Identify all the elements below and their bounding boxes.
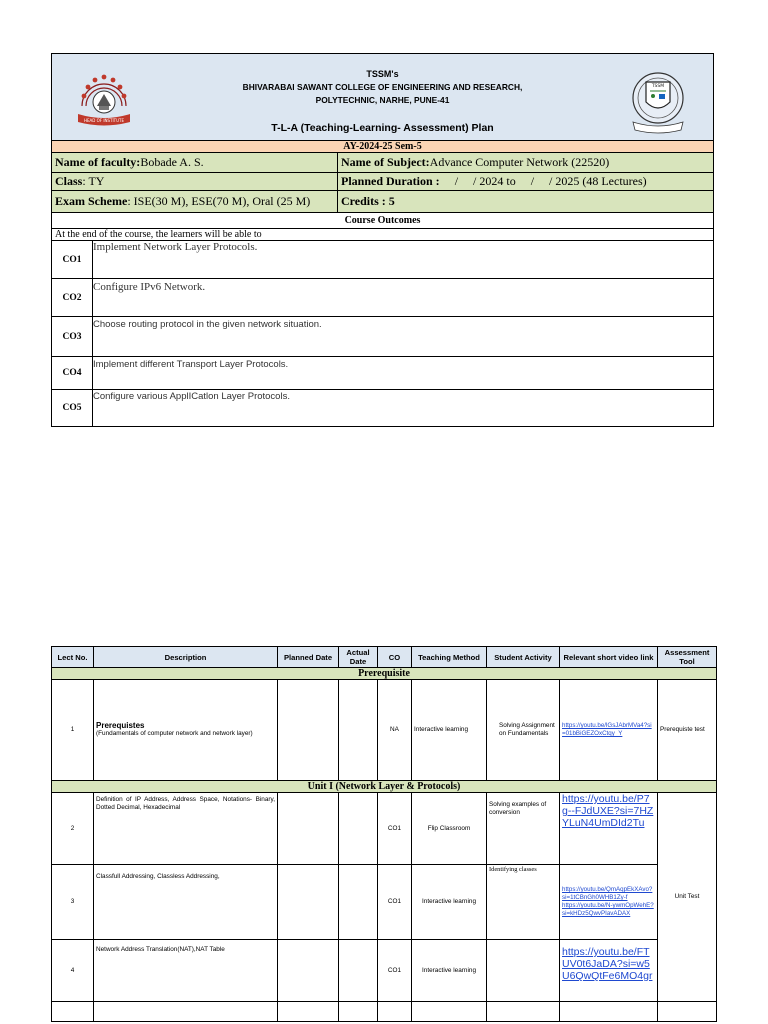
lecture-number: 3 xyxy=(52,865,94,940)
left-logo-banner-text: HEAD OF INSTITUTE xyxy=(83,118,125,123)
description-text: Classfull Addressing, Classless Addressing, xyxy=(94,865,278,940)
section-row-prerequisite xyxy=(52,668,717,680)
co-row xyxy=(51,241,714,279)
credits-cell xyxy=(337,191,395,212)
actual-date[interactable] xyxy=(339,865,378,940)
lesson-plan-table xyxy=(51,646,717,1022)
header-text xyxy=(52,68,713,107)
course-outcomes-heading: Course Outcomes xyxy=(51,213,714,229)
course-outcomes-intro: At the end of the course, the learners will be able to xyxy=(51,229,714,241)
credits-label: Credits : 5 xyxy=(341,194,395,208)
section-title: Unit I (Network Layer & Protocols) xyxy=(52,781,717,793)
subject-label: Name of Subject: xyxy=(341,155,430,169)
lecture-number: 1 xyxy=(52,680,94,781)
table-row xyxy=(52,680,717,781)
table-row xyxy=(52,865,717,940)
teaching-method: Interactive learning xyxy=(412,940,487,1002)
video-link-cell xyxy=(560,680,658,781)
planned-date[interactable] xyxy=(278,865,339,940)
org-name: TSSM's xyxy=(366,69,399,79)
college-name: BHIVARABAI SAWANT COLLEGE OF ENGINEERING AND RESEARCH, xyxy=(242,82,523,92)
description-text: (Fundamentals of computer network and network layer) xyxy=(96,730,253,737)
col-header: Planned Date xyxy=(278,647,339,668)
info-row-exam-credits xyxy=(51,191,714,213)
college-address: POLYTECHNIC, NARHE, PUNE-41 xyxy=(315,95,450,105)
table-row-partial xyxy=(52,1002,717,1022)
video-link-cell xyxy=(560,940,658,1002)
col-header: Student Activity xyxy=(487,647,560,668)
teaching-method: Flip Classroom xyxy=(412,793,487,865)
co-text: Configure IPv6 Network. xyxy=(93,281,206,293)
co-text: Implement Network Layer Protocols. xyxy=(93,241,258,253)
actual-date[interactable] xyxy=(339,680,378,781)
co-id: CO2 xyxy=(52,279,93,316)
class-value: : TY xyxy=(82,174,105,188)
video-link-cell xyxy=(560,865,658,940)
col-header: Lect No. xyxy=(52,647,94,668)
video-link-cell xyxy=(560,793,658,865)
co-text: Configure various ApplICatlon Layer Protocols. xyxy=(93,391,290,402)
co-id: CO4 xyxy=(52,357,93,389)
info-row-faculty-subject xyxy=(51,153,714,173)
description-text: Network Address Translation(NAT),NAT Table xyxy=(94,940,278,1002)
actual-date[interactable] xyxy=(339,793,378,865)
teaching-method: Interactive learning xyxy=(412,680,487,781)
description-cell xyxy=(94,680,278,781)
class-cell xyxy=(52,173,104,190)
co-text: Choose routing protocol in the given network situation. xyxy=(93,319,322,330)
co-id: CO5 xyxy=(52,390,93,426)
col-header: Assessment Tool xyxy=(658,647,717,668)
academic-year: AY-2024-25 Sem-5 xyxy=(51,141,714,153)
duration-value: / / 2024 to / / 2025 (48 Lectures) xyxy=(439,174,647,188)
tssm-shield-logo xyxy=(623,64,693,136)
faculty-cell xyxy=(52,153,204,172)
co-row xyxy=(51,317,714,357)
planned-date[interactable] xyxy=(278,793,339,865)
info-row-class-duration xyxy=(51,173,714,191)
co-code: CO1 xyxy=(378,793,412,865)
video-link[interactable]: https://youtu.be/N-ywmOpWehE?si=kHDz5QwvPIavADAX xyxy=(562,902,654,917)
lecture-number: 2 xyxy=(52,793,94,865)
actual-date[interactable] xyxy=(339,940,378,1002)
col-header: Actual Date xyxy=(339,647,378,668)
section-row-unit-1 xyxy=(52,781,717,793)
col-header: Relevant short video link xyxy=(560,647,658,668)
planned-date[interactable] xyxy=(278,940,339,1002)
class-label: Class xyxy=(55,174,83,188)
video-link[interactable]: https://youtu.be/P7g--FJdUXE?si=7HZYLuN4UmDId2Tu xyxy=(562,793,654,829)
student-activity: Solving examples of conversion xyxy=(487,793,560,865)
co-id: CO1 xyxy=(52,241,93,278)
table-row xyxy=(52,793,717,865)
description-text: Definition of IP Address, Address Space, Notations- Binary, Dotted Decimal, Hexadecimal xyxy=(94,793,278,865)
table-header-row xyxy=(52,647,717,668)
assessment-tool: Prerequiste test xyxy=(658,680,717,781)
right-logo-label: TSSM xyxy=(651,84,665,89)
duration-label: Planned Duration : xyxy=(341,174,440,188)
co-id: CO3 xyxy=(52,317,93,356)
faculty-value: Bobade A. S. xyxy=(140,155,204,169)
faculty-label: Name of faculty: xyxy=(55,155,141,169)
section-title: Prerequisite xyxy=(52,668,717,680)
exam-label: Exam Scheme xyxy=(55,194,128,208)
co-row xyxy=(51,279,714,317)
col-header: Description xyxy=(94,647,278,668)
co-code: NA xyxy=(378,680,412,781)
video-link[interactable]: https://youtu.be/FTUV0t6JaDA?si=w5U6QwQtFe6MO4gr xyxy=(562,946,653,982)
video-link[interactable]: https://youtu.be/QmAqpEkXAvo?si=1tCBnGh0WHB1Zy-f xyxy=(562,886,653,901)
planned-date[interactable] xyxy=(278,680,339,781)
co-code: CO1 xyxy=(378,865,412,940)
subject-value: Advance Computer Network (22520) xyxy=(429,155,610,169)
lecture-number: 4 xyxy=(52,940,94,1002)
student-activity: Identifying classes xyxy=(487,865,560,940)
table-row xyxy=(52,940,717,1002)
assessment-tool: Unit Test xyxy=(658,793,717,1002)
co-row xyxy=(51,357,714,390)
teaching-method: Interactive learning xyxy=(412,865,487,940)
college-header xyxy=(51,53,714,141)
plan-title: T-L-A (Teaching-Learning- Assessment) Plan xyxy=(271,122,494,134)
video-link[interactable]: https://youtu.be/lGsJAbrMVa4?si=01bBiGEZOxCtqy_Y xyxy=(562,722,652,737)
exam-cell xyxy=(52,191,310,212)
student-activity xyxy=(487,940,560,1002)
description-title: Prerequistes xyxy=(96,721,145,730)
col-header: Teaching Method xyxy=(412,647,487,668)
duration-cell xyxy=(337,173,647,190)
subject-cell xyxy=(337,153,609,172)
co-text: Implement different Transport Layer Protocols. xyxy=(93,359,289,370)
student-activity: Solving Assignment on Fundamentals xyxy=(487,680,560,781)
exam-value: : ISE(30 M), ESE(70 M), Oral (25 M) xyxy=(127,194,311,208)
co-code: CO1 xyxy=(378,940,412,1002)
co-row xyxy=(51,390,714,427)
col-header: CO xyxy=(378,647,412,668)
